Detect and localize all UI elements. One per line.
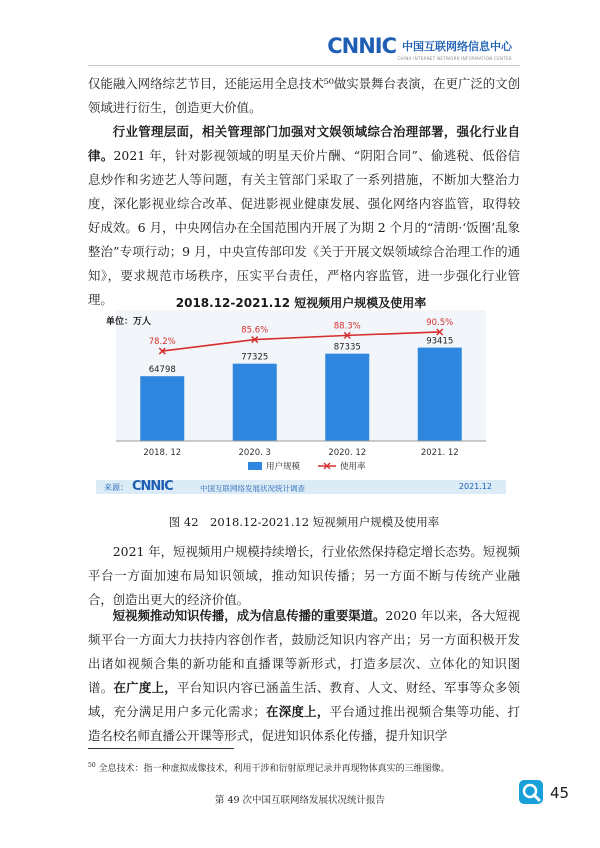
footnote-divider xyxy=(88,748,234,749)
paragraph-2-lead: 行业管理层面，相关管理部门加强对文娱领域综合治理部署，强化行业自律。 xyxy=(88,124,520,163)
usage-rate-label: 85.6% xyxy=(241,325,269,336)
footnote xyxy=(88,761,450,774)
x-tick-label: 2018. 12 xyxy=(143,448,182,458)
x-tick-label: 2020. 3 xyxy=(238,448,271,458)
chart-source-date: 2021.12 xyxy=(458,482,492,491)
x-tick-label: 2020. 12 xyxy=(328,448,367,458)
chart-source-label: 来源： xyxy=(104,483,128,492)
legend-label-usage-rate: 使用率 xyxy=(340,462,366,472)
x-tick-label: 2021. 12 xyxy=(420,448,459,458)
cnnic-logo-en: CHINA INTERNET NETWORK INFORMATION CENTER xyxy=(397,56,512,61)
figure-caption: 图 42 2018.12-2021.12 短视频用户规模及使用率 xyxy=(168,515,440,529)
legend-label-user-scale: 用户规模 xyxy=(266,462,301,472)
chart-unit: 单位：万人 xyxy=(106,317,152,327)
paragraph-4 xyxy=(88,604,520,748)
paragraph-2 xyxy=(88,120,520,312)
bar-value-label: 87335 xyxy=(333,342,361,353)
paragraph-1: 仅能融入网络综艺节目，还能运用全息技术⁵⁰做实景舞台表演，在更广泛的文创领域进行衍生，创造更大价值。 xyxy=(88,76,520,115)
report-header xyxy=(327,34,512,58)
paragraph-3: 2021 年，短视频用户规模持续增长，行业依然保持稳定增长态势。短视频平台一方面加速布局知识领域，推动知识传播；另一方面不断与传统产业融合，创造出更大的经济价值。 xyxy=(88,544,520,607)
cnnic-logo: CNNIC xyxy=(327,34,396,58)
bar-value-label: 64798 xyxy=(148,365,176,376)
chart-title: 2018.12-2021.12 短视频用户规模及使用率 xyxy=(175,296,427,310)
bar-user-scale xyxy=(325,354,369,441)
paragraph-4-lead: 短视频推动知识传播，成为信息传播的重要渠道。 xyxy=(112,608,386,623)
bar-user-scale xyxy=(233,364,277,441)
usage-rate-label: 78.2% xyxy=(148,337,176,348)
cnnic-logo-cn: 中国互联网络信息中心 xyxy=(402,40,512,53)
bar-user-scale xyxy=(140,376,184,441)
paragraph-4-part-c: 平台通过推出视频合集等功能、打造名校名师直播公开课等形式，促进知识体系化传播，提升知识学 xyxy=(88,704,521,743)
paragraph-4-depth: 在深度上， xyxy=(265,704,330,719)
chart-source-text: 中国互联网络发展状况统计调查 xyxy=(200,484,305,493)
paragraph-4-part-a: 2020 年以来，各大短视频平台一方面大力扶持内容创作者，鼓励泛知识内容产出；另一方面积极开发出诸如视频合集的新功能和直播课等新形式，打造多层次、立体化的知识图谱。 xyxy=(88,608,520,695)
page-number: 45 xyxy=(550,784,570,802)
page-footer: 第 49 次中国互联网络发展状况统计报告 xyxy=(214,795,386,806)
usage-rate-label: 88.3% xyxy=(333,321,361,332)
legend-swatch-user-scale xyxy=(248,462,262,470)
header-divider xyxy=(88,65,520,66)
bar-value-label: 77325 xyxy=(241,352,269,363)
usage-rate-label: 90.5% xyxy=(426,317,454,328)
magnifier-logo-icon xyxy=(519,780,543,804)
bar-user-scale xyxy=(418,348,462,441)
footnote-marker: 50 xyxy=(88,762,96,769)
paragraph-2-body: 2021 年，针对影视领域的明星天价片酬、“阴阳合同”、偷逃税、低俗信息炒作和劣迹艺人等问题，有关主管部门采取了一系列措施，不断加大整治力度，深化影视业综合改革、促进影视业健康发展、强化网络内容监管，取得较好成效。6 月，中央网信办在全国范围内开展了为期 2 个月的“清朗·‘饭圈’乱象整治”专项行动；9 月，中央宣传部印发《关于开展文娱领域综合治理工作的通知》，要求规范市场秩序，压实平台责任，严格内容监管，进一步强化行业管理。 xyxy=(88,148,521,307)
chart-source-logo: CNNIC xyxy=(132,479,173,494)
paragraph-4-part-b: 平台知识内容已涵盖生活、教育、人文、财经、军事等众多领域，充分满足用户多元化需求； xyxy=(88,680,521,719)
paragraph-4-breadth: 在广度上， xyxy=(113,680,178,695)
footnote-text: 全息技术：指一种虚拟成像技术，利用干涉和衍射原理记录并再现物体真实的三维图像。 xyxy=(98,764,450,774)
bar-value-label: 93415 xyxy=(426,336,454,347)
chart-canvas xyxy=(96,286,506,500)
user-scale-chart xyxy=(96,286,506,500)
